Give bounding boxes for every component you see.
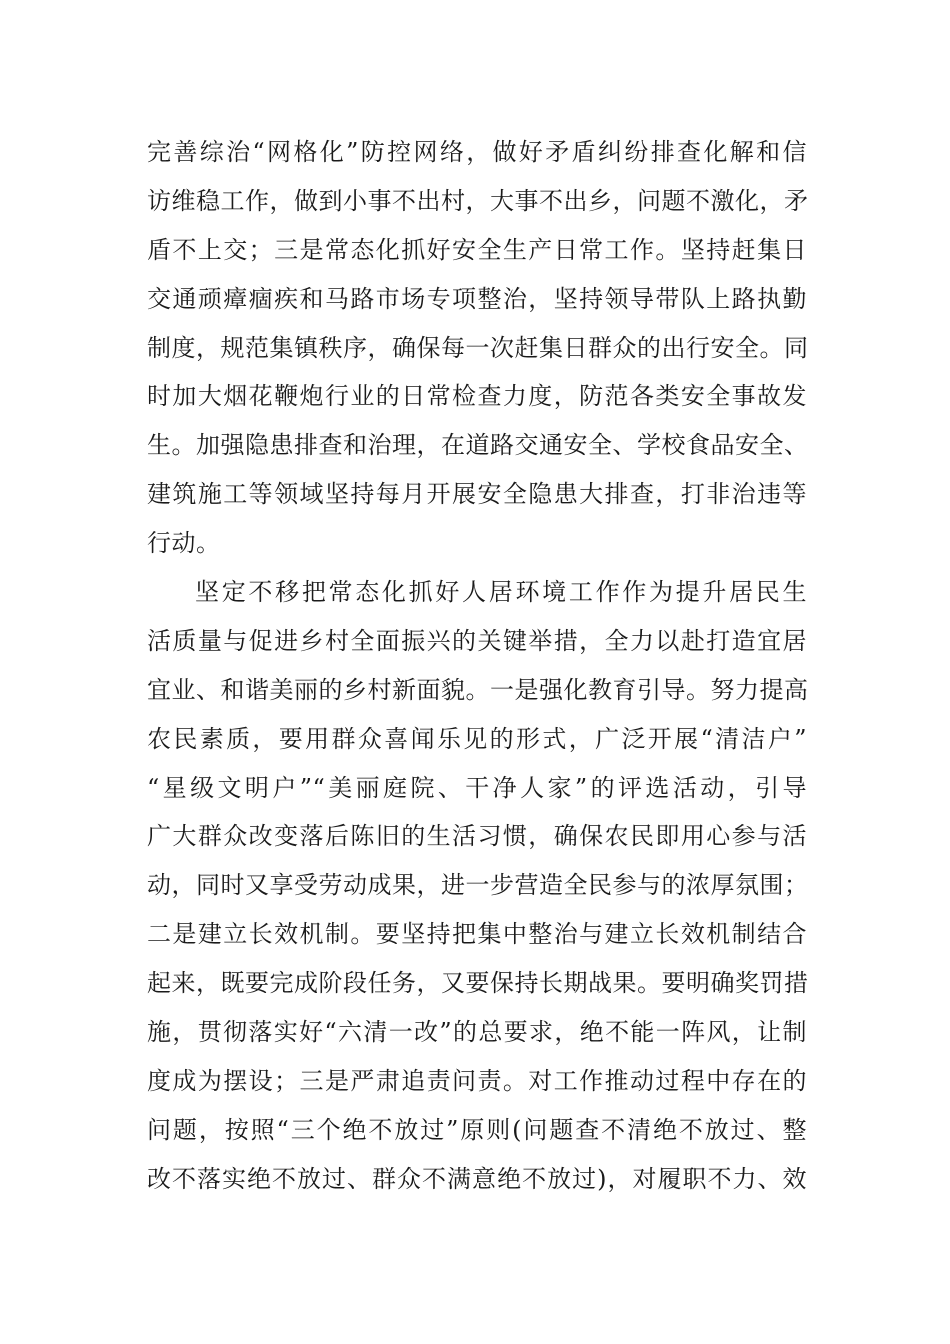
paragraph-safety-governance xyxy=(147,128,807,568)
paragraph-line: 农民素质，要用群众喜闻乐见的形式，广泛开展“清洁户” xyxy=(147,724,807,753)
paragraph-line: 生。加强隐患排查和治理，在道路交通安全、学校食品安全、 xyxy=(147,431,809,460)
paragraph-line: 起来，既要完成阶段任务，又要保持长期战果。要明确奖罚措 xyxy=(147,969,809,998)
paragraph-line: 二是建立长效机制。要坚持把集中整治与建立长效机制结合 xyxy=(147,920,807,949)
paragraph-line: 制度，规范集镇秩序，确保每一次赶集日群众的出行安全。同 xyxy=(147,333,809,362)
paragraph-line: 问题，按照“三个绝不放过”原则(问题查不清绝不放过、整 xyxy=(147,1115,807,1144)
paragraph-line: 交通顽瘴痼疾和马路市场专项整治，坚持领导带队上路执勤 xyxy=(147,284,807,313)
paragraph-line: 活质量与促进乡村全面振兴的关键举措，全力以赴打造宜居 xyxy=(147,626,807,655)
document-body xyxy=(147,128,807,1204)
paragraph-line: 访维稳工作，做到小事不出村，大事不出乡，问题不激化，矛 xyxy=(147,186,809,215)
paragraph-line: 建筑施工等领域坚持每月开展安全隐患大排查，打非治违等 xyxy=(147,480,807,509)
paragraph-line: 改不落实绝不放过、群众不满意绝不放过)，对履职不力、效 xyxy=(147,1164,807,1193)
paragraph-line: 盾不上交；三是常态化抓好安全生产日常工作。坚持赶集日 xyxy=(147,235,807,264)
paragraph-line: 行动。 xyxy=(147,529,221,558)
paragraph-line: 时加大烟花鞭炮行业的日常检查力度，防范各类安全事故发 xyxy=(147,382,807,411)
paragraph-line: 度成为摆设；三是严肃追责问责。对工作推动过程中存在的 xyxy=(147,1066,807,1095)
paragraph-living-environment xyxy=(147,568,807,1204)
paragraph-line: 广大群众改变落后陈旧的生活习惯，确保农民即用心参与活 xyxy=(147,822,807,851)
paragraph-line: 宜业、和谐美丽的乡村新面貌。一是强化教育引导。努力提高 xyxy=(147,675,809,704)
paragraph-line: 施，贯彻落实好“六清一改”的总要求，绝不能一阵风，让制 xyxy=(147,1018,807,1047)
paragraph-line: 完善综治“网格化”防控网络，做好矛盾纠纷排查化解和信 xyxy=(147,138,807,166)
paragraph-line: 动，同时又享受劳动成果，进一步营造全民参与的浓厚氛围； xyxy=(147,871,809,900)
paragraph-line: 坚定不移把常态化抓好人居环境工作作为提升居民生 xyxy=(195,578,807,607)
paragraph-line: “星级文明户”“美丽庭院、干净人家”的评选活动，引导 xyxy=(147,773,807,802)
